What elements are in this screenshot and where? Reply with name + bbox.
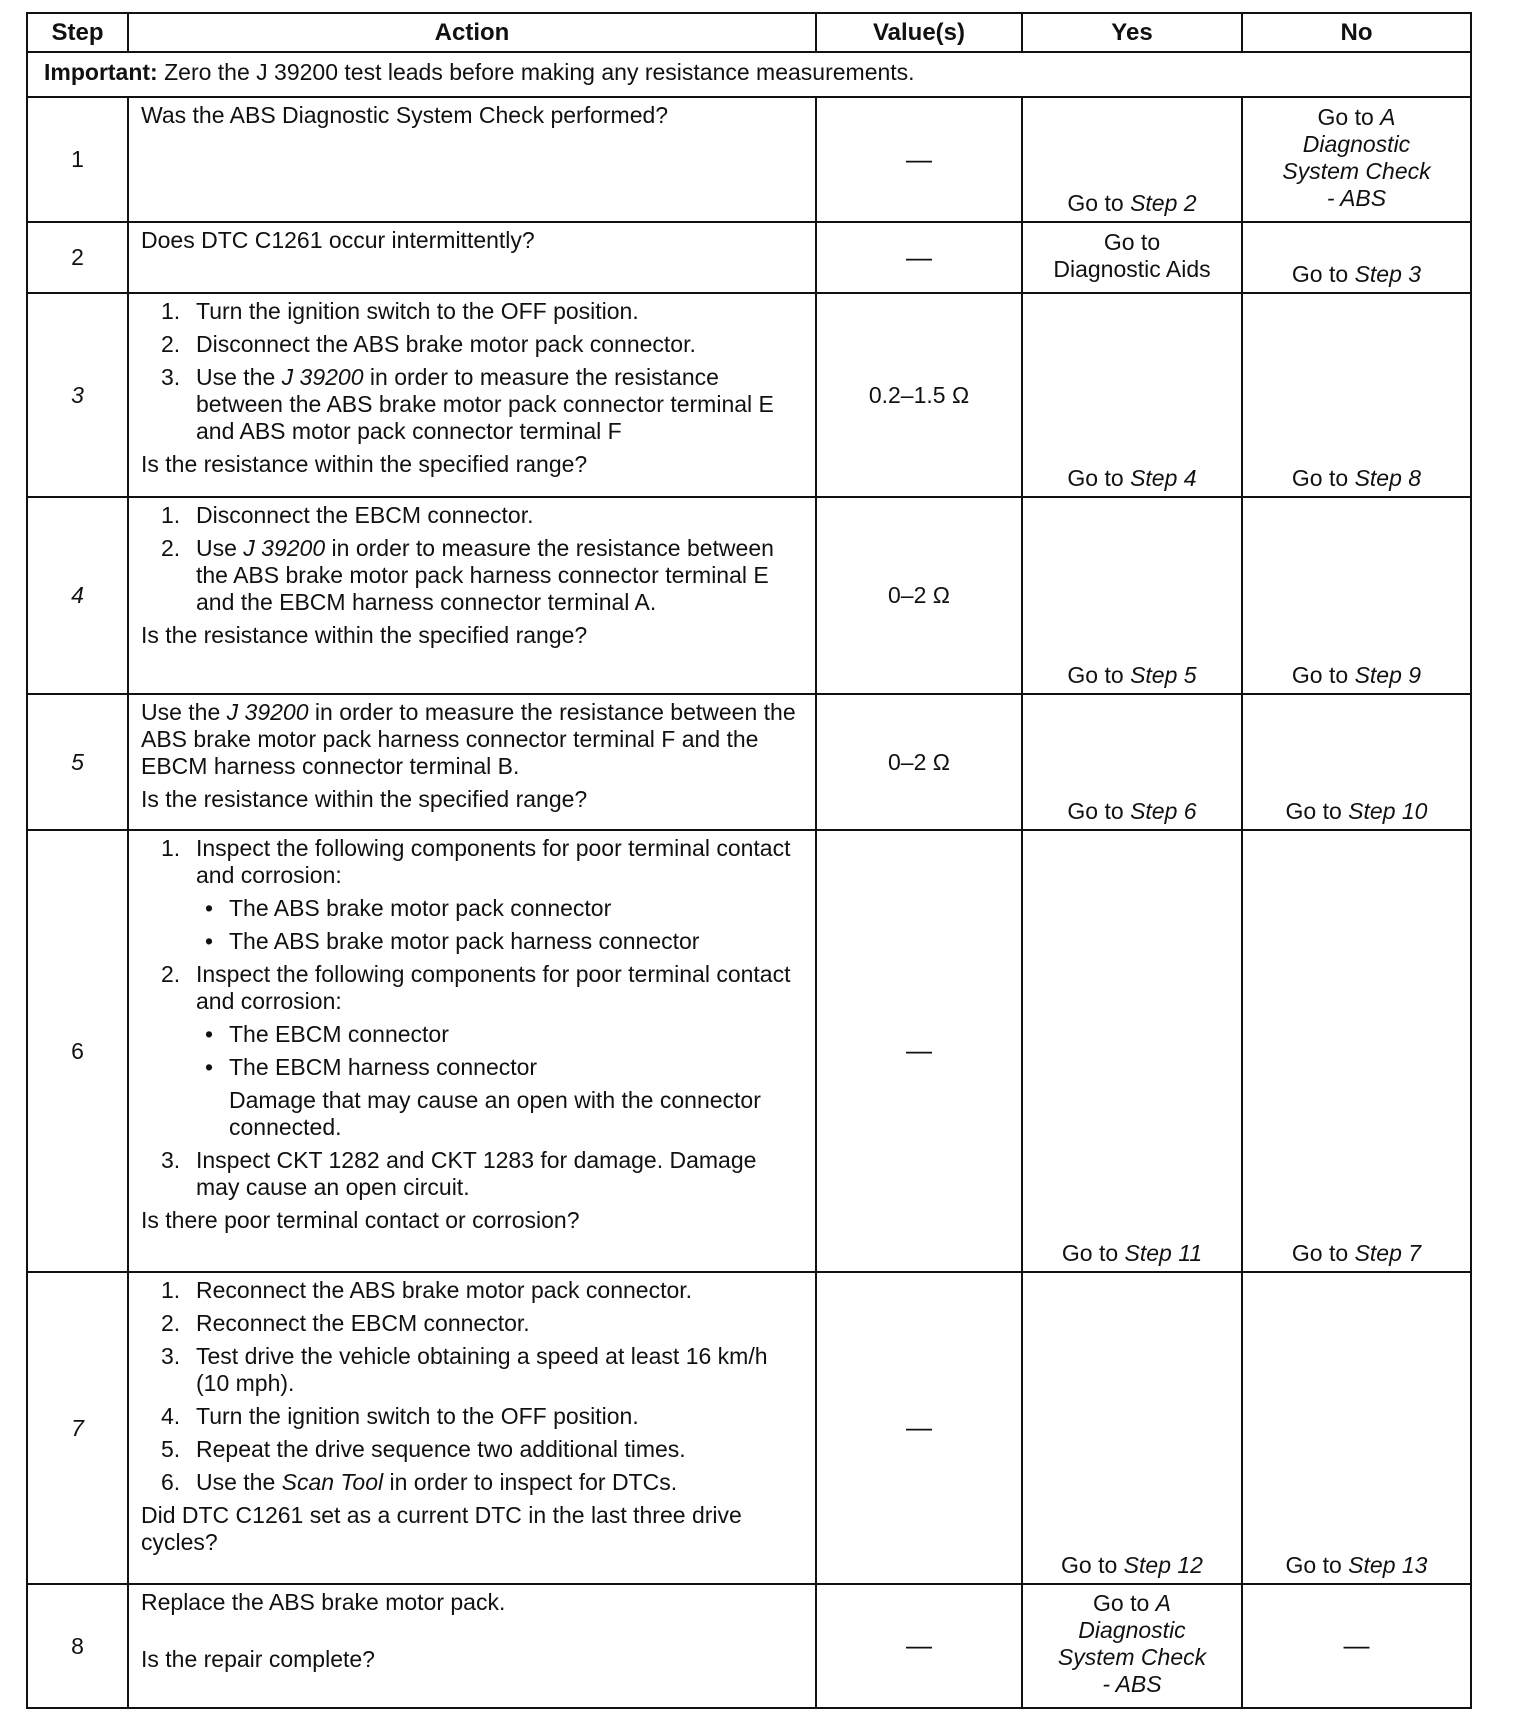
yes-target-link[interactable]: Diagnostic System Check - ABS bbox=[1057, 1617, 1207, 1697]
list-item: 2. Reconnect the EBCM connector. bbox=[161, 1310, 530, 1336]
step-number: 1 bbox=[27, 97, 128, 222]
yes-cell bbox=[1022, 830, 1242, 1272]
value-text: 0–2 Ω bbox=[888, 748, 950, 775]
diagnostic-table bbox=[26, 12, 1472, 1709]
table-row-step-3 bbox=[27, 293, 1471, 497]
no-cell bbox=[1242, 1584, 1471, 1708]
no-step-link[interactable]: Step 9 bbox=[1354, 662, 1422, 688]
value-cell bbox=[816, 1584, 1022, 1708]
important-note bbox=[27, 52, 1471, 97]
header-row bbox=[27, 13, 1471, 52]
table-row-step-5 bbox=[27, 694, 1471, 830]
action-cell bbox=[128, 293, 816, 497]
step-number: 6 bbox=[27, 830, 128, 1272]
no-step-link[interactable]: Step 8 bbox=[1354, 465, 1422, 491]
action-text: Was the ABS Diagnostic System Check performed? bbox=[141, 102, 669, 128]
important-label: Important: bbox=[44, 59, 158, 85]
no-target-a: A bbox=[1380, 103, 1396, 130]
action-cell bbox=[128, 830, 816, 1272]
step-number: 8 bbox=[27, 1584, 128, 1708]
action-steps bbox=[141, 1277, 805, 1496]
table-row-step-4 bbox=[27, 497, 1471, 694]
value-cell bbox=[816, 497, 1022, 694]
question-text: Is the resistance within the specified range? bbox=[141, 451, 588, 477]
value-text: — bbox=[906, 1630, 932, 1660]
question-text: Is the repair complete? bbox=[141, 1646, 375, 1672]
go-to-label: Go to bbox=[1061, 1552, 1118, 1578]
list-item: 1. Inspect the following components for poor terminal contact and corrosion: • The ABS brake motor pack connector • The ABS brake motor pack harness connector bbox=[141, 835, 805, 955]
step-number: 2 bbox=[27, 222, 128, 293]
action-text: Does DTC C1261 occur intermittently? bbox=[141, 227, 535, 253]
table-row-step-7 bbox=[27, 1272, 1471, 1584]
yes-step-link[interactable]: Step 6 bbox=[1130, 798, 1197, 824]
header-action: Action bbox=[128, 13, 816, 52]
no-cell bbox=[1242, 1272, 1471, 1584]
question-text: Did DTC C1261 set as a current DTC in the last three drive cycles? bbox=[141, 1502, 742, 1555]
list-item: 2. Inspect the following components for poor terminal contact and corrosion: • The EBCM connector • The EBCM harness connector Damage that may cause an open with the connector connected. bbox=[141, 961, 805, 1141]
step-number: 5 bbox=[27, 694, 128, 830]
header-no: No bbox=[1242, 13, 1471, 52]
yes-cell bbox=[1022, 97, 1242, 222]
bullet-note: Damage that may cause an open with the connector connected. bbox=[229, 1087, 761, 1140]
no-value: — bbox=[1343, 1630, 1370, 1660]
list-item: 3. Use the J 39200 in order to measure the resistance between the ABS brake motor pack connector terminal E and ABS motor pack connector terminal F bbox=[161, 364, 774, 444]
value-cell bbox=[816, 97, 1022, 222]
value-cell bbox=[816, 830, 1022, 1272]
list-item: 3. Inspect CKT 1282 and CKT 1283 for damage. Damage may cause an open circuit. bbox=[161, 1147, 757, 1200]
bullet-item: • The EBCM connector bbox=[196, 1021, 805, 1048]
list-item: 5. Repeat the drive sequence two additional times. bbox=[161, 1436, 686, 1462]
yes-target-link[interactable]: Diagnostic Aids bbox=[1053, 255, 1211, 282]
no-cell bbox=[1242, 222, 1471, 293]
value-text: 0.2–1.5 Ω bbox=[868, 381, 970, 408]
go-to-label: Go to bbox=[1291, 465, 1349, 491]
go-to-label: Go to bbox=[1067, 662, 1124, 688]
bullet-item: • The EBCM harness connector bbox=[196, 1054, 805, 1081]
bullet-list bbox=[196, 895, 805, 955]
action-steps bbox=[141, 835, 805, 1201]
header-values: Value(s) bbox=[816, 13, 1022, 52]
no-cell bbox=[1242, 694, 1471, 830]
list-item: 2. Use J 39200 in order to measure the resistance between the ABS brake motor pack harness connector terminal E and the EBCM harness connector terminal A. bbox=[161, 535, 774, 615]
go-to-label: Go to bbox=[1317, 103, 1374, 130]
yes-cell bbox=[1022, 222, 1242, 293]
header-step: Step bbox=[27, 13, 128, 52]
table-row-step-1 bbox=[27, 97, 1471, 222]
important-text: Zero the J 39200 test leads before making any resistance measurements. bbox=[164, 59, 915, 85]
no-step-link[interactable]: Step 13 bbox=[1348, 1552, 1428, 1578]
value-text: — bbox=[906, 1035, 932, 1065]
action-steps bbox=[141, 502, 805, 616]
tool-name: J 39200 bbox=[243, 535, 326, 561]
yes-step-link[interactable]: Step 4 bbox=[1130, 465, 1197, 491]
list-item: 4. Turn the ignition switch to the OFF position. bbox=[161, 1403, 639, 1429]
go-to-label: Go to bbox=[1067, 190, 1124, 216]
list-item: 1. Reconnect the ABS brake motor pack connector. bbox=[161, 1277, 693, 1303]
go-to-label: Go to bbox=[1291, 1240, 1349, 1266]
bullet-item: • The ABS brake motor pack harness connector bbox=[196, 928, 805, 955]
go-to-label: Go to bbox=[1067, 465, 1124, 491]
yes-step-link[interactable]: Step 12 bbox=[1123, 1552, 1203, 1578]
list-item: 3. Test drive the vehicle obtaining a speed at least 16 km/h (10 mph). bbox=[161, 1343, 768, 1396]
no-cell bbox=[1242, 497, 1471, 694]
go-to-label: Go to bbox=[1093, 1590, 1150, 1616]
no-cell bbox=[1242, 830, 1471, 1272]
step-number: 3 bbox=[27, 293, 128, 497]
important-row bbox=[27, 52, 1471, 97]
header-yes: Yes bbox=[1022, 13, 1242, 52]
question-text: Is the resistance within the specified range? bbox=[141, 622, 588, 648]
value-text: — bbox=[906, 1412, 932, 1442]
yes-target-a: A bbox=[1155, 1590, 1171, 1616]
tool-name: Scan Tool bbox=[281, 1469, 384, 1495]
yes-step-link[interactable]: Step 2 bbox=[1130, 190, 1197, 216]
list-item: 1. Disconnect the EBCM connector. bbox=[161, 502, 534, 528]
action-text: Replace the ABS brake motor pack. bbox=[141, 1589, 506, 1615]
yes-cell bbox=[1022, 293, 1242, 497]
list-item: 1. Turn the ignition switch to the OFF position. bbox=[161, 298, 639, 324]
list-item: 2. Disconnect the ABS brake motor pack connector. bbox=[161, 331, 696, 357]
step-number: 7 bbox=[27, 1272, 128, 1584]
bullet-list bbox=[196, 1021, 805, 1081]
action-cell bbox=[128, 1584, 816, 1708]
step-number: 4 bbox=[27, 497, 128, 694]
value-cell bbox=[816, 293, 1022, 497]
tool-name: J 39200 bbox=[281, 364, 364, 390]
table-row-step-6 bbox=[27, 830, 1471, 1272]
table-row-step-8 bbox=[27, 1584, 1471, 1708]
action-cell bbox=[128, 497, 816, 694]
no-step-link[interactable]: Step 10 bbox=[1348, 798, 1428, 824]
action-cell bbox=[128, 694, 816, 830]
go-to-label: Go to bbox=[1067, 798, 1124, 824]
value-cell bbox=[816, 1272, 1022, 1584]
value-cell bbox=[816, 694, 1022, 830]
no-cell bbox=[1242, 97, 1471, 222]
action-cell bbox=[128, 1272, 816, 1584]
yes-cell bbox=[1022, 497, 1242, 694]
go-to-label: Go to bbox=[1285, 798, 1342, 824]
question-text: Is the resistance within the specified range? bbox=[141, 786, 588, 812]
value-text: 0–2 Ω bbox=[888, 582, 950, 608]
no-cell bbox=[1242, 293, 1471, 497]
tool-name: J 39200 bbox=[226, 699, 309, 725]
no-step-link[interactable]: Step 7 bbox=[1354, 1240, 1422, 1266]
list-item: 6. Use the Scan Tool in order to inspect for DTCs. bbox=[161, 1469, 678, 1495]
yes-step-link[interactable]: Step 5 bbox=[1130, 662, 1197, 688]
action-text: Use the J 39200 in order to measure the resistance between the ABS brake motor pack harness connector terminal F and the EBCM harness connector terminal B. bbox=[141, 699, 796, 779]
yes-cell bbox=[1022, 1584, 1242, 1708]
value-text: — bbox=[906, 241, 932, 272]
go-to-label: Go to bbox=[1103, 228, 1161, 255]
value-text: — bbox=[906, 143, 932, 174]
no-target-link[interactable]: Diagnostic System Check - ABS bbox=[1282, 130, 1431, 211]
action-steps bbox=[141, 298, 805, 445]
value-cell bbox=[816, 222, 1022, 293]
yes-step-link[interactable]: Step 11 bbox=[1124, 1240, 1203, 1266]
action-cell bbox=[128, 222, 816, 293]
go-to-label: Go to bbox=[1291, 261, 1349, 287]
yes-cell bbox=[1022, 1272, 1242, 1584]
table-row-step-2 bbox=[27, 222, 1471, 293]
yes-cell bbox=[1022, 694, 1242, 830]
bullet-item: • The ABS brake motor pack connector bbox=[196, 895, 805, 922]
no-step-link[interactable]: Step 3 bbox=[1354, 261, 1422, 287]
question-text: Is there poor terminal contact or corrosion? bbox=[141, 1207, 580, 1233]
go-to-label: Go to bbox=[1291, 662, 1349, 688]
go-to-label: Go to bbox=[1285, 1552, 1342, 1578]
go-to-label: Go to bbox=[1061, 1240, 1119, 1266]
action-cell bbox=[128, 97, 816, 222]
